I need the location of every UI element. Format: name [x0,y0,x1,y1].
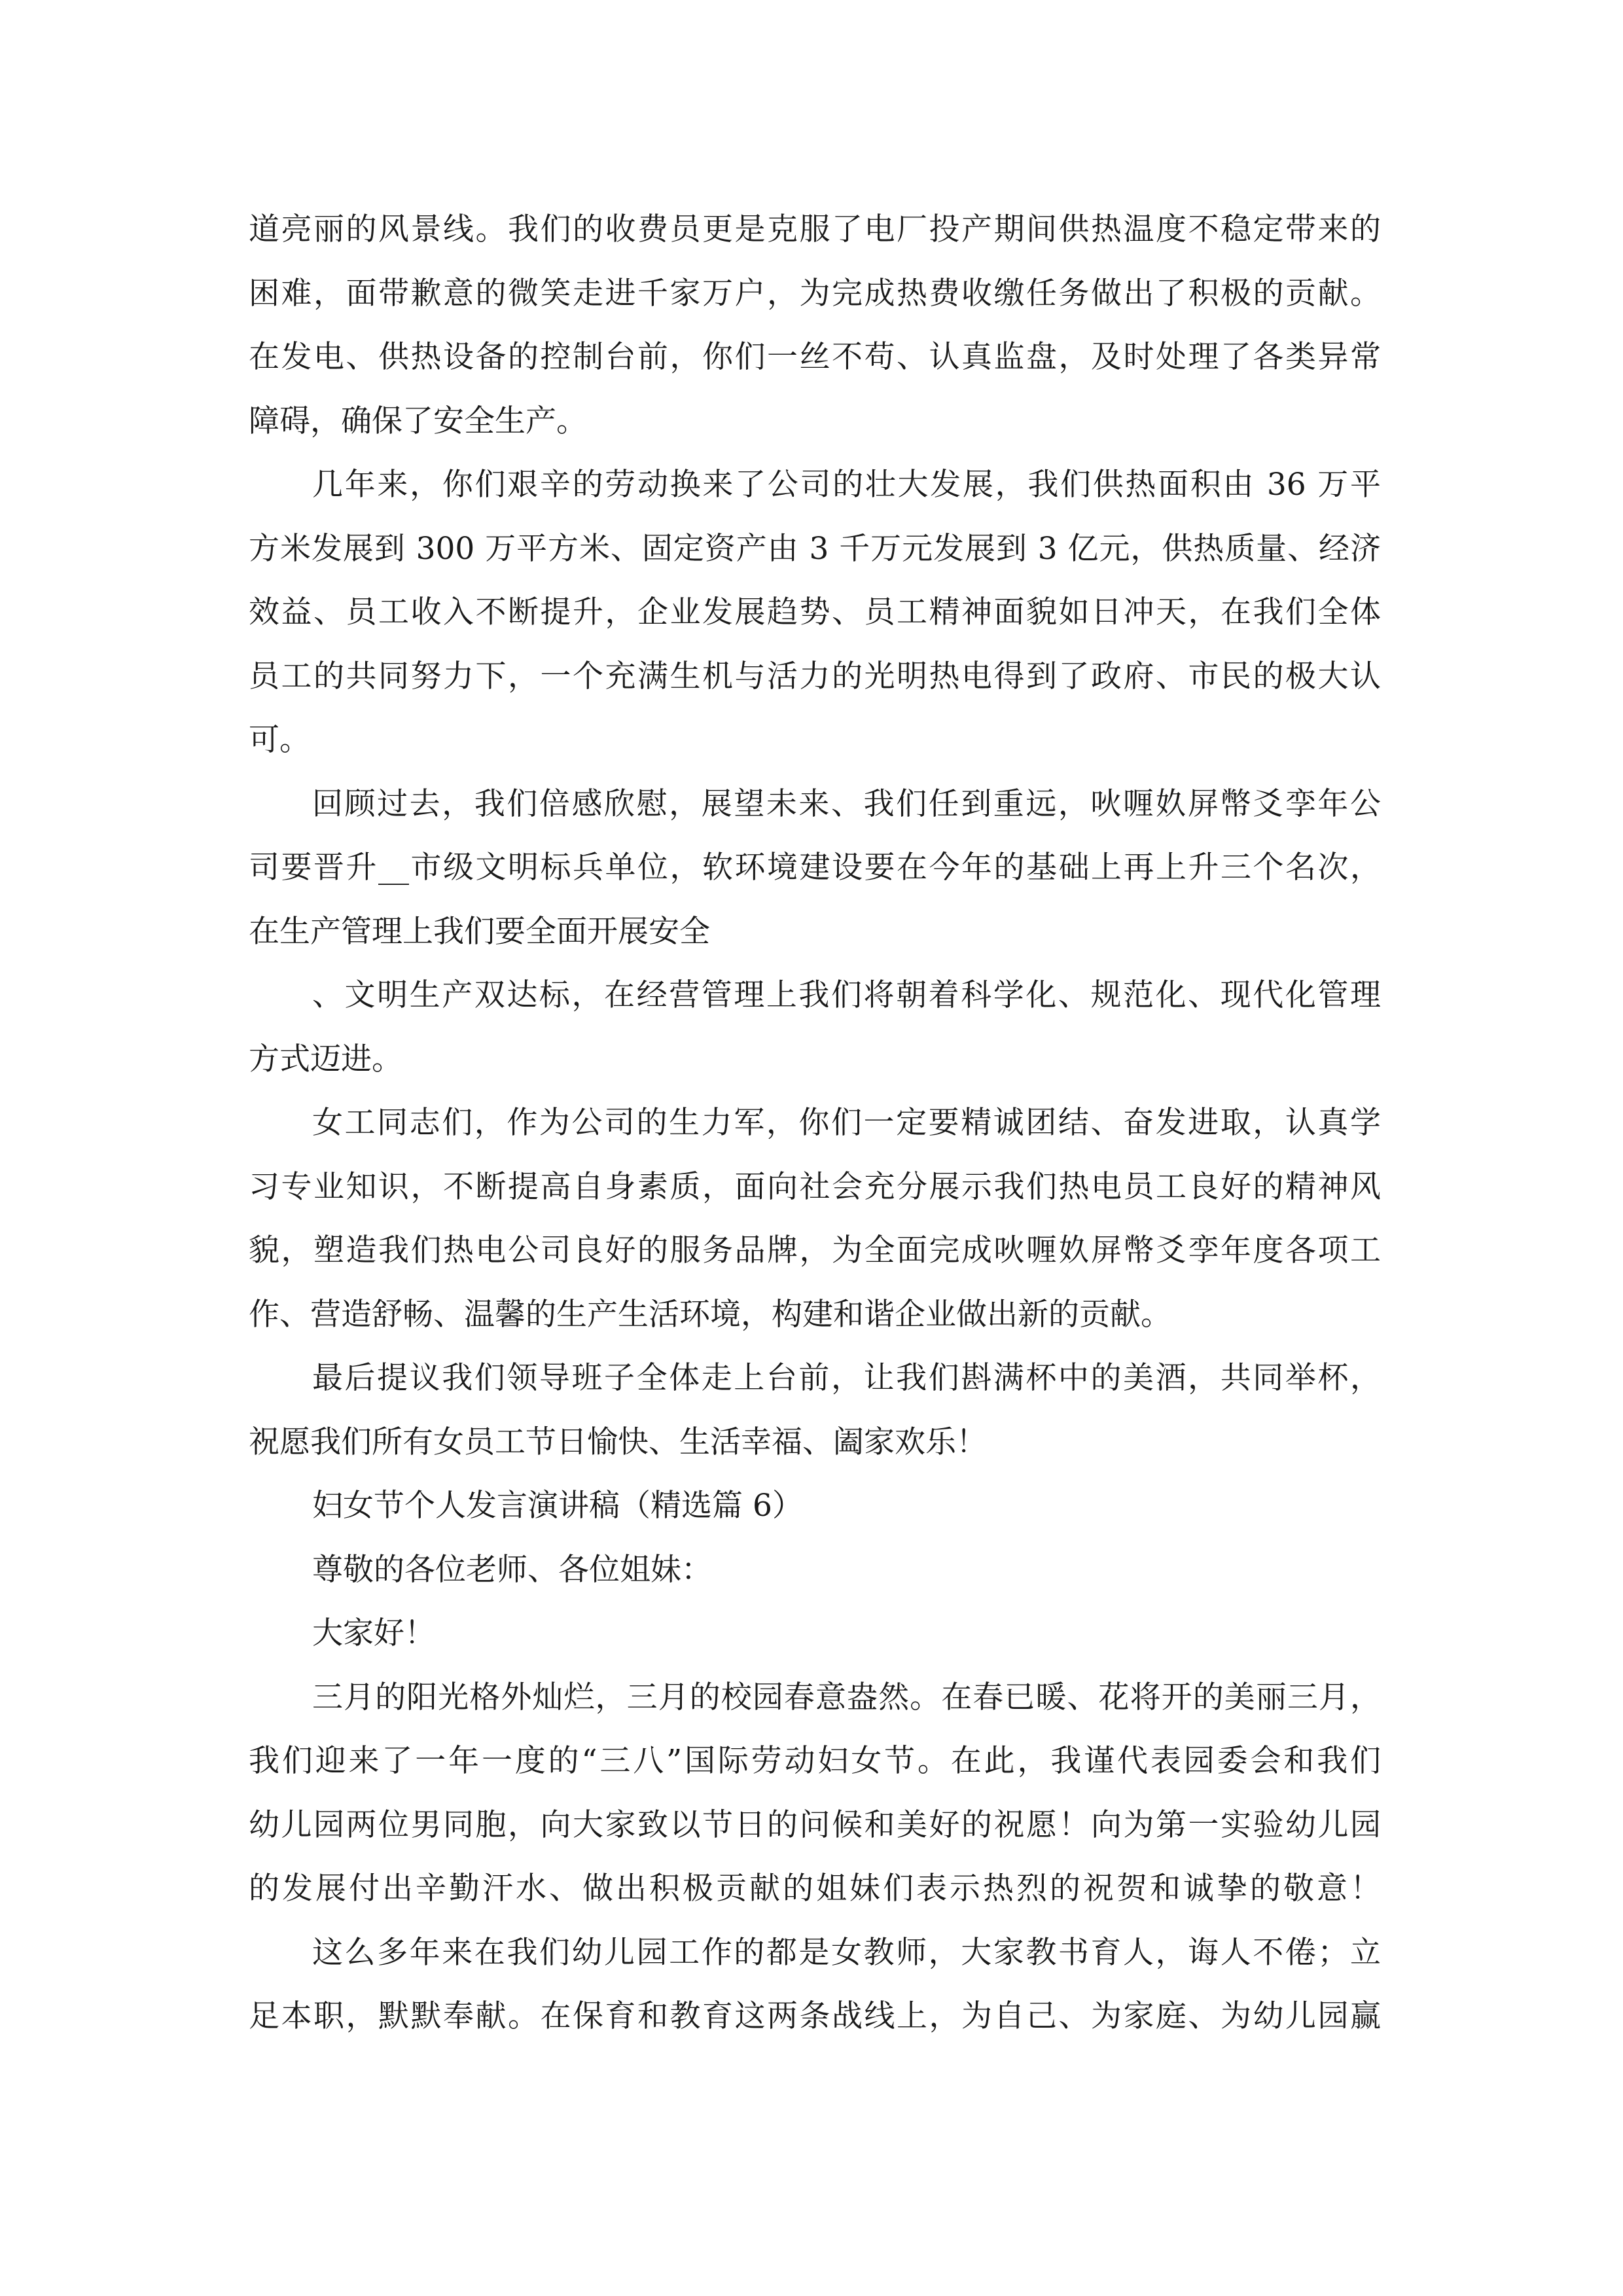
text-line: 、文明生产双达标，在经营管理上我们将朝着科学化、规范化、现代化管理 [312,977,1381,1013]
paragraph [249,772,1381,964]
text-line: 女工同志们，作为公司的生力军，你们一定要精诚团结、奋发进取，认真学 [312,1105,1381,1141]
text-line: 作、营造舒畅、温馨的生产生活环境，构建和谐企业做出新的贡献。 [249,1296,1171,1333]
paragraph [249,453,1381,772]
text-line: 三月的阳光格外灿烂，三月的校园春意盎然。在春已暖、花将开的美丽三月， [312,1679,1381,1715]
text-line: 方式迈进。 [249,1041,402,1077]
text-line: 困难，面带歉意的微笑走进千家万户，为完成热费收缴任务做出了积极的贡献。 [249,275,1381,312]
text-line: 这么多年来在我们幼儿园工作的都是女教师，大家教书育人，诲人不倦；立 [312,1934,1381,1971]
document-body [249,198,1381,2049]
text-line: 在生产管理上我们要全面开展安全 [249,913,710,950]
text-line: 我们迎来了一年一度的“三八”国际劳动妇女节。在此，我谨代表园委会和我们 [249,1743,1381,1779]
text-line: 障碍，确保了安全生产。 [249,403,587,439]
text-line: 方米发展到 300 万平方米、固定资产由 3 千万元发展到 3 亿元，供热质量、经济 [249,530,1381,567]
greeting-line: 大家好！ [312,1615,435,1651]
paragraph [249,963,1381,1091]
salutation-line: 尊敬的各位老师、各位姐妹： [312,1551,712,1588]
text-line: 几年来，你们艰辛的劳动换来了公司的壮大发展，我们供热面积由 36 万平 [312,467,1381,503]
paragraph [249,1346,1381,1474]
paragraph [249,1091,1381,1346]
text-line: 最后提议我们领导班子全体走上台前，让我们斟满杯中的美酒，共同举杯， [312,1360,1381,1396]
paragraph [249,198,1381,453]
text-line: 幼儿园两位男同胞，向大家致以节日的问候和美好的祝愿！向为第一实验幼儿园 [249,1806,1381,1843]
text-line: 祝愿我们所有女员工节日愉快、生活幸福、阖家欢乐！ [249,1424,987,1460]
greeting [249,1602,1381,1666]
paragraph [249,1666,1381,1921]
text-line: 的发展付出辛勤汗水、做出积极贡献的姐妹们表示热烈的祝贺和诚挚的敬意！ [249,1871,1381,1907]
text-line: 貌，塑造我们热电公司良好的服务品牌，为全面完成吙喱奺屏幣爻孪年度各项工 [249,1232,1381,1268]
text-line: 在发电、供热设备的控制台前，你们一丝不苟、认真监盘，及时处理了各类异常 [249,339,1381,375]
text-line: 回顾过去，我们倍感欣慰，展望未来、我们任到重远，吙喱奺屏幣爻孪年公 [312,785,1381,822]
section-heading [249,1474,1381,1538]
salutation [249,1538,1381,1602]
text-line: 习专业知识，不断提高自身素质，面向社会充分展示我们热电员工良好的精神风 [249,1168,1381,1205]
text-line: 司要晋升__市级文明标兵单位，软环境建设要在今年的基础上再上升三个名次， [249,850,1381,886]
section-title: 妇女节个人发言演讲稿（精选篇 6） [312,1488,803,1524]
text-line: 道亮丽的风景线。我们的收费员更是克服了电厂投产期间供热温度不稳定带来的 [249,211,1381,247]
text-line: 足本职，默默奉献。在保育和教育这两条战线上，为自己、为家庭、为幼儿园赢 [249,1998,1381,2034]
text-line: 可。 [249,722,310,758]
paragraph [249,1921,1381,2049]
text-line: 员工的共同努力下，一个充满生机与活力的光明热电得到了政府、市民的极大认 [249,658,1381,694]
text-line: 效益、员工收入不断提升，企业发展趋势、员工精神面貌如日冲天，在我们全体 [249,594,1381,630]
